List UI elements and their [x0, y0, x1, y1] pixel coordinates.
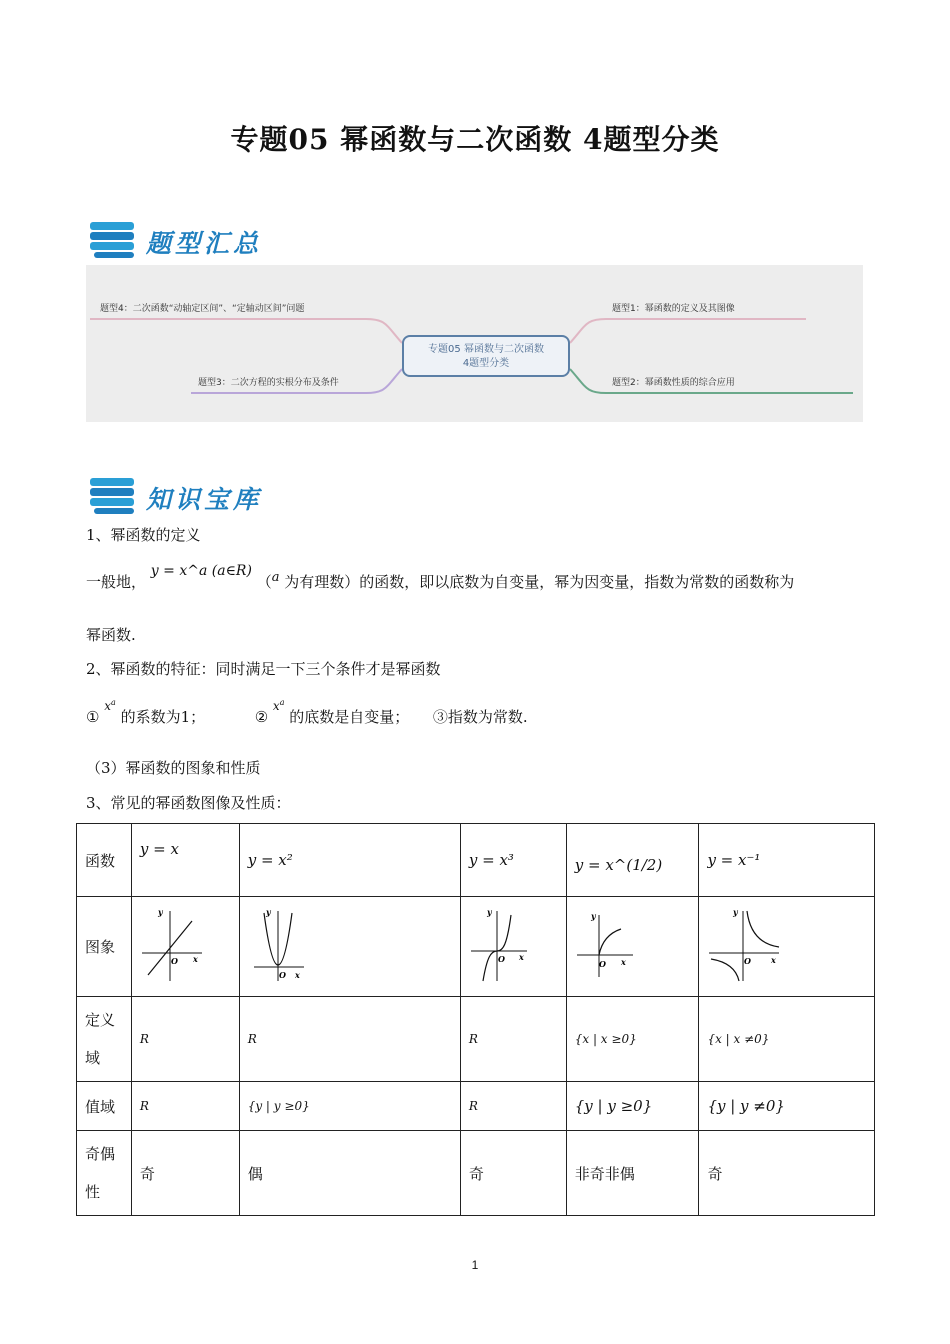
table-row-domain [77, 997, 875, 1082]
range-cell: {y | y ≥0} [239, 1082, 460, 1131]
mindmap-center-node [402, 335, 570, 377]
graph-y-eq-x-squared [248, 907, 312, 983]
page-number: 1 [471, 1258, 479, 1272]
k2-condition-3: ③指数为常数. [432, 708, 528, 726]
row-header-range: 值域 [77, 1082, 132, 1131]
k1-prefix: 一般地， [86, 573, 147, 591]
k1-definition: 一般地， y = x^a (a∈R) （a 为有理数）的函数，即以底数为自变量，幂为因变量，指数为常数的函数称为 [86, 563, 795, 591]
parity-cell: 偶 [239, 1131, 460, 1216]
graph-cell [131, 897, 239, 997]
parity-cell: 奇 [131, 1131, 239, 1216]
domain-cell: {x | x ≥0} [566, 997, 699, 1082]
row-header-function: 函数 [77, 824, 132, 897]
domain-cell: {x | x ≠0} [699, 997, 875, 1082]
parity-cell: 非奇非偶 [566, 1131, 699, 1216]
range-cell: R [131, 1082, 239, 1131]
svg-text:O: O [170, 955, 178, 966]
svg-text:O: O [278, 969, 286, 980]
graph-y-eq-x [140, 907, 204, 983]
power-function-table [76, 823, 875, 1216]
section-title-summary: 题型汇总 [146, 229, 263, 258]
graph-cell [239, 897, 460, 997]
k3-heading: 3、常见的幂函数图像及性质： [86, 794, 291, 812]
row-header-parity: 奇偶性 [77, 1131, 132, 1216]
graph-cell [460, 897, 566, 997]
svg-text:y: y [590, 910, 596, 921]
k2-heading: 2、幂函数的特征：同时满足一下三个条件才是幂函数 [86, 660, 441, 678]
mindmap-topic-2: 题型2：幂函数性质的综合应用 [612, 378, 735, 388]
domain-cell: R [460, 997, 566, 1082]
mindmap-topic-3: 题型3：二次方程的实根分布及条件 [198, 378, 339, 388]
svg-text:x: x [294, 969, 300, 980]
k2-condition-1: 的系数为1； [120, 708, 206, 726]
k1-formula: y = x^a (a∈R) [150, 563, 252, 579]
svg-text:x: x [620, 956, 626, 967]
mindmap-center-line1: 专题05 幂函数与二次函数 [428, 344, 544, 355]
range-cell: {y | y ≥0} [566, 1082, 699, 1131]
func-cell: y = x² [239, 824, 460, 897]
range-cell: R [460, 1082, 566, 1131]
range-cell: {y | y ≠0} [699, 1082, 875, 1131]
svg-text:O: O [744, 955, 752, 966]
k2-condition-2: 的底数是自变量； [289, 708, 410, 726]
mindmap-center-line2: 4题型分类 [462, 358, 510, 369]
table-row-range [77, 1082, 875, 1131]
k3-subheading: （3）幂函数的图象和性质 [86, 759, 261, 777]
k1-tail: 幂函数. [86, 626, 136, 644]
graph-y-eq-sqrt-x [575, 907, 639, 983]
row-header-graph: 图象 [77, 897, 132, 997]
mind-map [86, 265, 863, 422]
graph-y-eq-x-inverse [707, 907, 783, 983]
table-row-parity [77, 1131, 875, 1216]
table-row-function [77, 824, 875, 897]
mindmap-topic-1: 题型1：幂函数的定义及其图像 [612, 304, 735, 314]
svg-text:y: y [157, 906, 163, 917]
mindmap-topic-4: 题型4：二次函数“动轴定区间”、“定轴动区间”问题 [100, 304, 305, 314]
domain-cell: R [239, 997, 460, 1082]
graph-cell [699, 897, 875, 997]
row-header-domain: 定义域 [77, 997, 132, 1082]
graph-y-eq-x-cubed [469, 907, 533, 983]
graph-cell [566, 897, 699, 997]
func-cell: y = x⁻¹ [699, 824, 875, 897]
svg-text:O: O [598, 958, 606, 969]
svg-text:O: O [497, 953, 505, 964]
book-stack-icon [88, 218, 138, 260]
svg-text:y: y [486, 906, 492, 917]
section-title-knowledge: 知识宝库 [146, 485, 263, 514]
func-cell: y = x³ [460, 824, 566, 897]
func-cell: y = x^(1/2) [566, 824, 699, 897]
svg-text:y: y [733, 906, 739, 917]
k1-suffix: 为有理数）的函数，即以底数为自变量，幂为因变量，指数为常数的函数称为 [284, 573, 795, 591]
svg-text:x: x [192, 953, 198, 964]
svg-text:x: x [518, 951, 524, 962]
k2-conditions: ① $^{x^a}$ 的系数为1； ② $^{x^a}$ 的底数是自变量； ③指数为常数. [86, 698, 528, 726]
func-cell: y = x [131, 824, 239, 897]
book-stack-icon [88, 474, 138, 516]
page-title: 专题05 幂函数与二次函数 4题型分类 [230, 123, 720, 156]
domain-cell: R [131, 997, 239, 1082]
svg-text:x: x [771, 954, 777, 965]
k1-heading: 1、幂函数的定义 [86, 526, 201, 544]
parity-cell: 奇 [460, 1131, 566, 1216]
table-row-graph [77, 897, 875, 997]
parity-cell: 奇 [699, 1131, 875, 1216]
svg-text:y: y [265, 906, 271, 917]
k1-paren-a: a [271, 570, 280, 585]
